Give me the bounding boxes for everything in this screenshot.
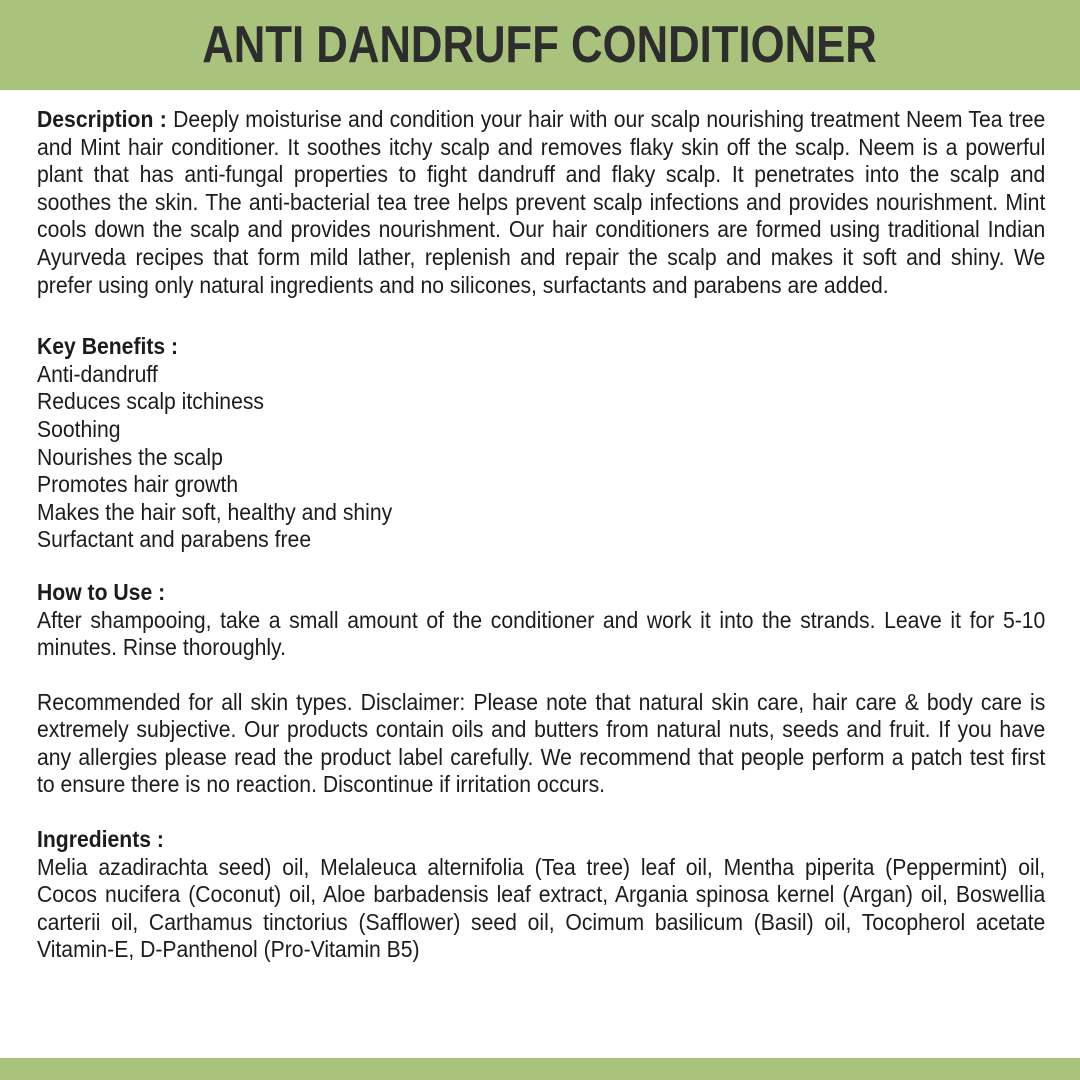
benefit-item: Soothing: [37, 415, 121, 442]
disclaimer-paragraph: Recommended for all skin types. Disclaimer: Please note that natural skin care, hair care & body care is extremely subjective. Our products contain oils and butters from natural nuts, seeds and fruit. If you have any allergies please read the product label carefully. We recommend that people perform a patch test first to ensure there is no reaction. Discontinue if irritation occurs.: [37, 688, 1046, 798]
ingredients-text: Melia azadirachta seed) oil, Melaleuca alternifolia (Tea tree) leaf oil, Mentha piperita (Peppermint) oil, Cocos nucifera (Coconut) oil, Aloe barbadensis leaf extract, Argania spinosa kernel (Argan) oil, Boswellia carterii oil, Carthamus tinctorius (Safflower) seed oil, Ocimum basilicum (Basil) oil, Tocopherol acetate Vitamin-E, D-Panthenol (Pro-Vitamin B5): [37, 853, 1046, 963]
benefit-item: Makes the hair soft, healthy and shiny: [37, 498, 393, 525]
benefit-item: Reduces scalp itchiness: [37, 388, 264, 415]
description-text: Deeply moisturise and condition your hair with our scalp nourishing treatment Neem Tea tree and Mint hair conditioner. It soothes itchy scalp and removes flaky skin off the scalp. Neem is a powerful plant that has anti-fungal properties to fight dandruff and flaky scalp. It penetrates into the scalp and soothes the skin. The anti-bacterial tea tree helps prevent scalp infections and provides nourishment. Mint cools down the scalp and provides nourishment. Our hair conditioners are formed using traditional Indian Ayurveda recipes that form mild lather, replenish and repair the scalp and makes it soft and shiny. We prefer using only natural ingredients and no silicones, surfactants and parabens are added.: [37, 106, 1046, 298]
key-benefits-section: [37, 333, 1045, 554]
ingredients-heading: Ingredients :: [37, 826, 164, 853]
footer-bar: [0, 1058, 1080, 1080]
description-label: Description :: [37, 106, 167, 132]
benefit-item: Surfactant and parabens free: [37, 526, 312, 553]
content-area: [37, 106, 1045, 964]
how-to-use-section: [37, 579, 1045, 662]
key-benefits-heading: Key Benefits :: [37, 333, 179, 360]
ingredients-section: [37, 826, 1045, 964]
benefit-item: Promotes hair growth: [37, 471, 239, 498]
benefit-item: Anti-dandruff: [37, 360, 158, 387]
header-bar: [0, 0, 1080, 90]
page-title: ANTI DANDRUFF CONDITIONER: [202, 16, 878, 74]
how-to-use-heading: How to Use :: [37, 578, 166, 605]
benefit-item: Nourishes the scalp: [37, 443, 223, 470]
how-to-use-text: After shampooing, take a small amount of the conditioner and work it into the strands. Leave it for 5-10 minutes. Rinse thoroughly.: [37, 606, 1046, 661]
description-paragraph: [37, 106, 1045, 299]
